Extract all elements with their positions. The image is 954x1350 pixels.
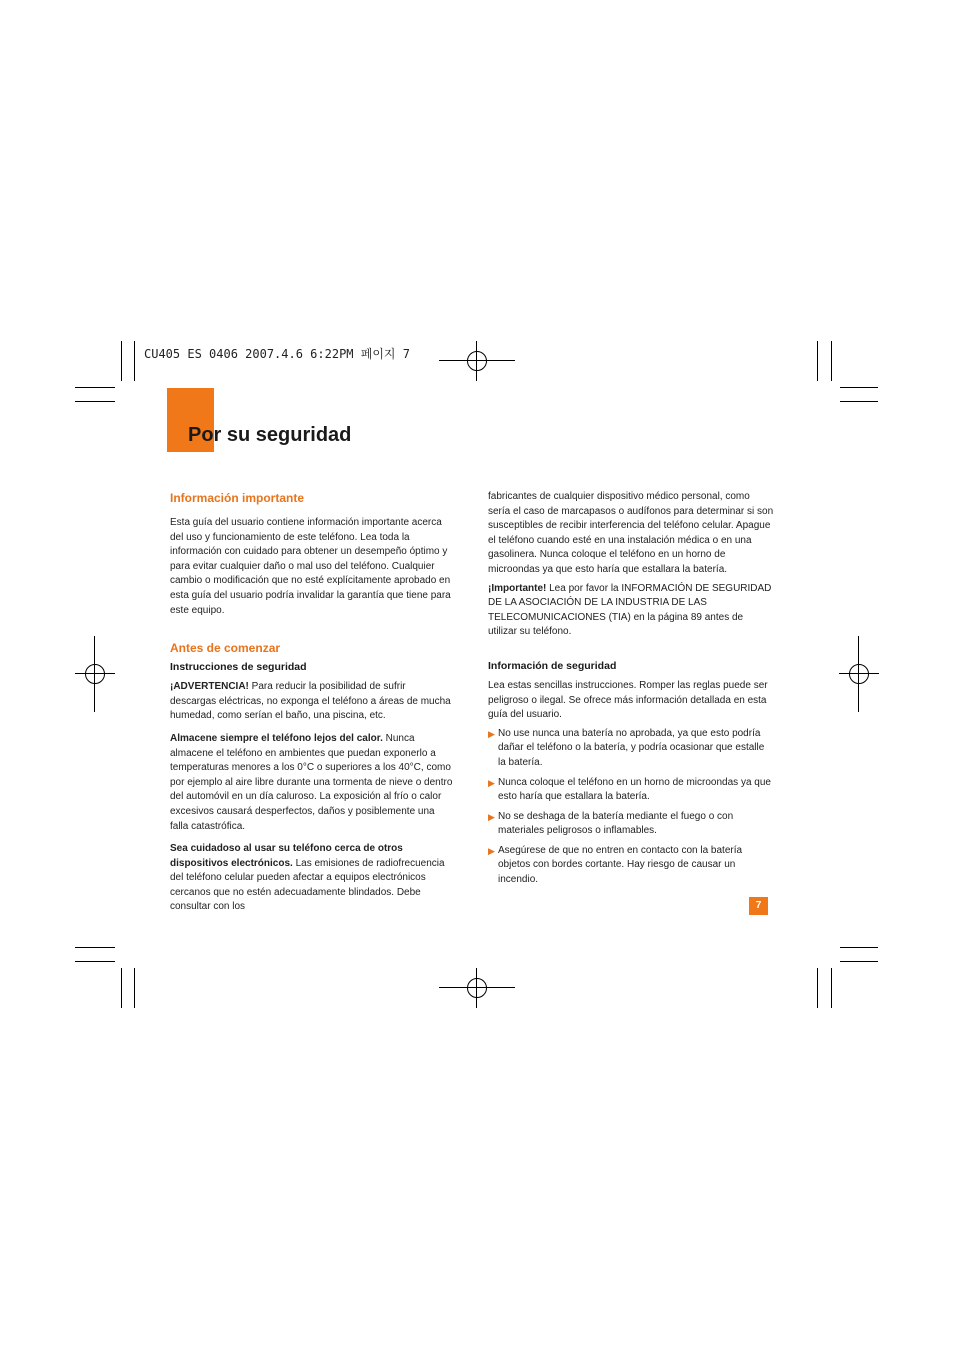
crop-mark	[840, 387, 878, 388]
crop-mark	[134, 968, 135, 1008]
crop-mark	[831, 341, 832, 381]
care-label: Sea cuidadoso al usar su teléfono cerca de otros dispositivos electrónicos.	[170, 843, 403, 869]
heat-paragraph	[170, 732, 454, 834]
continued-paragraph: fabricantes de cualquier dispositivo médico personal, como sería el caso de marcapasos o audífonos para determinar si son susceptibles de recibir interferencia del teléfono celular. Apague el teléfono cuando esté en una instalación médica o en una gasolinera. Nunca coloque el teléfono en un horno de microondas ya que esto haría que estallara la batería.	[488, 491, 774, 575]
heat-text: Nunca almacene el teléfono en ambientes que puedan exponerlo a temperaturas menores a los 0°C o superiores a los 40°C, como por ejemplo al aire libre durante una tormenta de nieve o dentro del automóvil en un día caluroso. La exposición al frío o calor excesivos causará desperfectos, daños y posiblemente una falla catastrófica.	[170, 732, 453, 832]
page-title: Por su seguridad	[188, 424, 352, 446]
list-item: ▶ Nunca coloque el teléfono en un horno de microondas ya que esto haría que estallara la batería.	[488, 776, 771, 803]
registration-mark-top	[439, 341, 515, 381]
important-text: Lea por favor la INFORMACIÓN DE SEGURIDAD DE LA ASOCIACIÓN DE LA INDUSTRIA DE LAS TELECOMUNICACIONES (TIA) en la página 89 antes de utilizar su teléfono.	[488, 582, 772, 638]
list-item: ▶ No use nunca una batería no aprobada, ya que esto podría dañar el teléfono o la batería, y podría ocasionar que estalle la batería.	[488, 727, 765, 768]
safety-heading: Información de seguridad	[488, 659, 617, 672]
care-paragraph	[170, 842, 454, 915]
crop-mark	[121, 341, 122, 381]
crop-mark	[121, 968, 122, 1008]
left-column	[170, 490, 454, 920]
crop-mark	[840, 947, 878, 948]
important-label: ¡Importante!	[488, 582, 547, 594]
safety-paragraph: Lea estas sencillas instrucciones. Romper las reglas puede ser peligroso o ilegal. Se ofrece más información detallada en esta guía del usuario.	[488, 679, 768, 721]
crop-mark	[831, 968, 832, 1008]
before-heading: Antes de comenzar	[170, 641, 281, 656]
registration-mark-bottom	[439, 968, 515, 1008]
crop-mark	[134, 341, 135, 381]
care-text: Las emisiones de radiofrecuencia del teléfono celular pueden afectar a equipos electrónicos cercanos que no estén adecuadamente blindados. Debe consultar con los	[170, 857, 445, 913]
warning-text: Para reducir la posibilidad de sufrir descargas eléctricas, no exponga el teléfono a áreas de mucha humedad, como serían el baño, una piscina, etc.	[170, 681, 451, 722]
important-paragraph	[488, 582, 774, 640]
instructions-heading: Instrucciones de seguridad	[170, 661, 307, 674]
crop-mark	[75, 947, 115, 948]
info-paragraph: Esta guía del usuario contiene información importante acerca del uso y funcionamiento de este teléfono. Lea toda la información con cuidado para obtener un desempeño óptimo y para evitar cualquier daño o mal uso del teléfono. Cualquier cambio o modificación que no esté explícitamente aprobado en esta guía del usuario podría invalidar la garantía que tiene para este equipo.	[170, 517, 451, 616]
bullet-arrow-icon: ▶	[488, 845, 495, 856]
page-number-badge: 7	[749, 897, 768, 915]
warning-label: ¡ADVERTENCIA!	[170, 681, 249, 693]
crop-mark	[75, 387, 115, 388]
bullet-arrow-icon: ▶	[488, 777, 495, 788]
heat-label: Almacene siempre el teléfono lejos del calor.	[170, 732, 383, 744]
warning-paragraph	[170, 680, 454, 724]
safety-bullet-list	[488, 727, 774, 888]
print-slug: CU405 ES 0406 2007.4.6 6:22PM 페이지 7	[144, 347, 410, 361]
crop-mark	[75, 401, 115, 402]
bullet-arrow-icon: ▶	[488, 728, 495, 739]
list-item: ▶ No se deshaga de la batería mediante el fuego o con materiales peligrosos o inflamables.	[488, 810, 734, 837]
bullet-arrow-icon: ▶	[488, 811, 495, 822]
registration-mark-left	[75, 636, 115, 712]
right-column	[488, 490, 774, 893]
crop-mark	[817, 341, 818, 381]
registration-mark-right	[839, 636, 879, 712]
crop-mark	[75, 961, 115, 962]
crop-mark	[840, 401, 878, 402]
list-item: ▶ Asegúrese de que no entren en contacto con la batería objetos con bordes cortante. Hay riesgo de causar un incendio.	[488, 844, 743, 886]
crop-mark	[840, 961, 878, 962]
crop-mark	[817, 968, 818, 1008]
info-heading: Información importante	[170, 491, 305, 505]
